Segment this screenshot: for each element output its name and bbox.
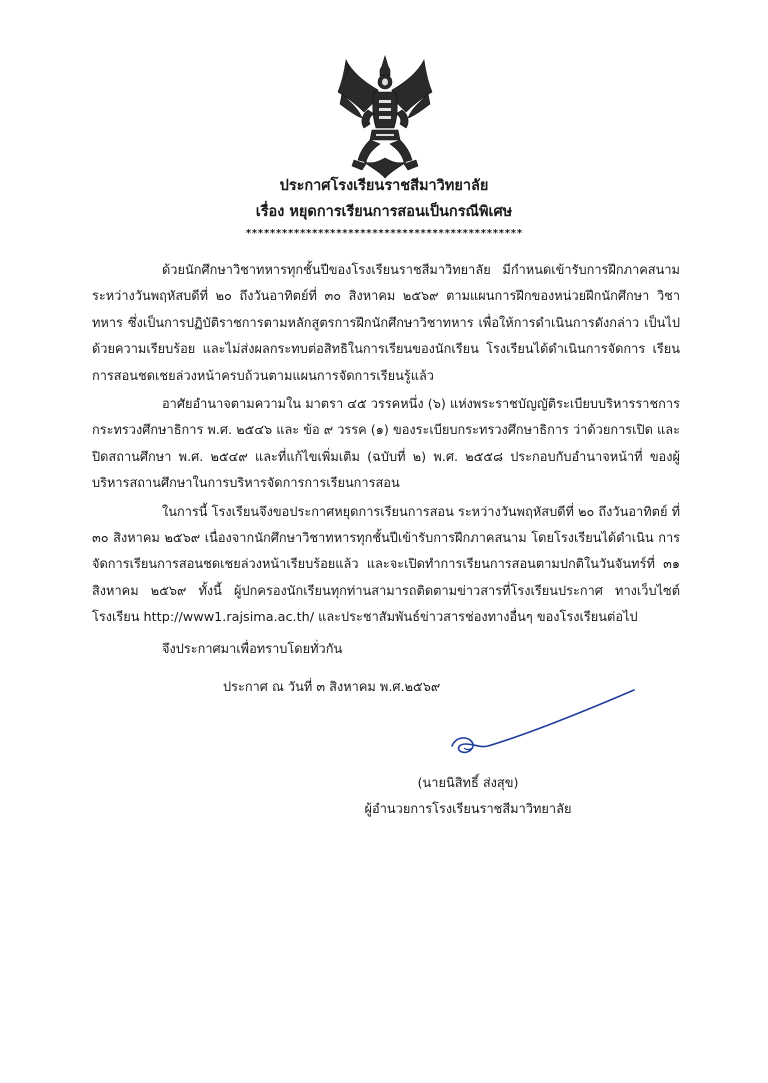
signature-icon — [448, 688, 638, 768]
document-title: ประกาศโรงเรียนราชสีมาวิทยาลัย — [279, 178, 489, 194]
signer-title: ผู้อำนวยการโรงเรียนราชสีมาวิทยาลัย — [364, 802, 572, 817]
garuda-emblem-icon — [334, 52, 436, 180]
closing-line: จึงประกาศมาเพื่อทราบโดยทั่วกัน — [162, 642, 343, 657]
document-body — [92, 258, 680, 632]
separator-line: ********************************************** — [245, 228, 523, 239]
signer-name: (นายนิสิทธิ์ ส่งสุข) — [417, 776, 519, 791]
body-paragraph: อาศัยอำนาจตามความใน มาตรา ๔๕ วรรคหนึ่ง (๖) แห่งพระราชบัญญัติระเบียบบริหารราชการ กระทรวงศึกษาธิการ พ.ศ. ๒๕๔๖ และ ข้อ ๙ วรรค (๑) ของระเบียบกระทรวงศึกษาธิการ ว่าด้วยการเปิด และปิดสถานศึกษา พ.ศ. ๒๕๔๙ และที่แก้ไขเพิ่มเติม (ฉบับที่ ๒) พ.ศ. ๒๕๕๘ ประกอบกับอำนาจหน้าที่ ของผู้บริหารสถานศึกษาในการบริหารจัดการการเรียนการสอน — [92, 397, 680, 492]
announcement-date: ประกาศ ณ วันที่ ๓ สิงหาคม พ.ศ.๒๕๖๙ — [223, 680, 441, 695]
body-paragraph: ด้วยนักศึกษาวิชาทหารทุกชั้นปีของโรงเรียนราชสีมาวิทยาลัย มีกำหนดเข้ารับการฝึกภาคสนาม ระหว่างวันพฤหัสบดีที่ ๒๐ ถึงวันอาทิตย์ที่ ๓๐ สิงหาคม ๒๕๖๙ ตามแผนการฝึกของหน่วยฝึกนักศึกษา วิชาทหาร ซึ่งเป็นการปฏิบัติราชการตามหลักสูตรการฝึกนักศึกษาวิชาทหาร เพื่อให้การดำเนินการดังกล่าว เป็นไปด้วยความเรียบร้อย และไม่ส่งผลกระทบต่อสิทธิในการเรียนของนักเรียน โรงเรียนได้ดำเนินการจัดการ เรียนการสอนชดเชยล่วงหน้าครบถ้วนตามแผนการจัดการเรียนรู้แล้ว — [92, 263, 680, 384]
document-subject: เรื่อง หยุดการเรียนการสอนเป็นกรณีพิเศษ — [255, 204, 513, 220]
body-paragraph: ในการนี้ โรงเรียนจึงขอประกาศหยุดการเรียนการสอน ระหว่างวันพฤหัสบดีที่ ๒๐ ถึงวันอาทิตย์ ที่ ๓๐ สิงหาคม ๒๕๖๙ เนื่องจากนักศึกษาวิชาทหารทุกชั้นปีเข้ารับการฝึกภาคสนาม โดยโรงเรียนได้ดำเนิน การจัดการเรียนการสอนชดเชยล่วงหน้าเรียบร้อยแล้ว และจะเปิดทำการเรียนการสอนตามปกติในวันจันทร์ที่ ๓๑ สิงหาคม ๒๕๖๙ ทั้งนี้ ผู้ปกครองนักเรียนทุกท่านสามารถติดตามข่าวสารที่โรงเรียนประกาศ ทางเว็บไซต์ โรงเรียน http://www1.rajsima.ac.th/ และประชาสัมพันธ์ข่าวสารช่องทางอื่นๆ ของโรงเรียนต่อไป — [92, 504, 680, 626]
